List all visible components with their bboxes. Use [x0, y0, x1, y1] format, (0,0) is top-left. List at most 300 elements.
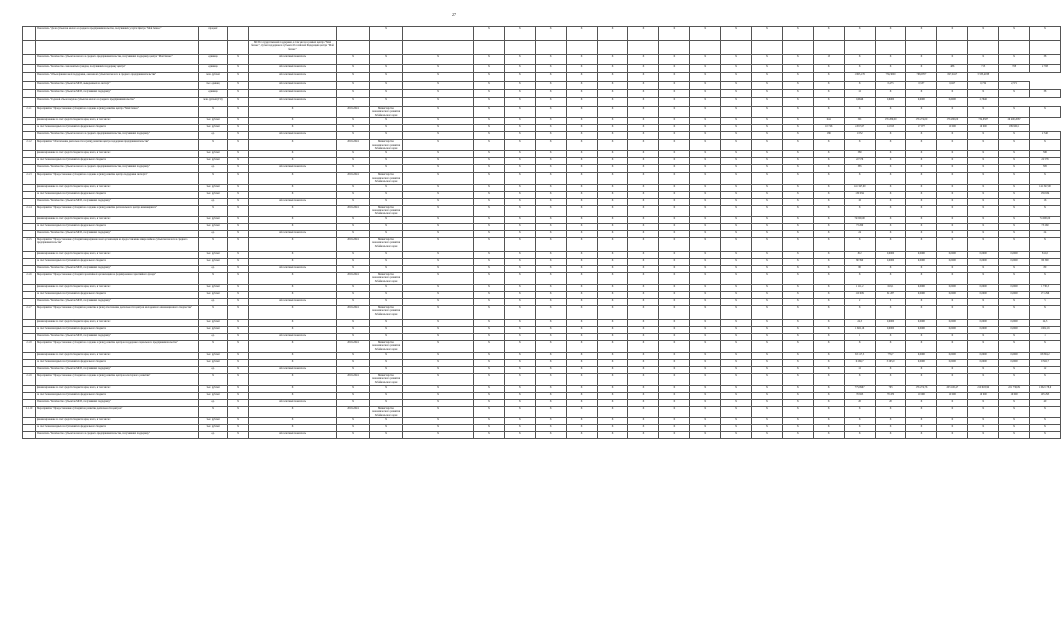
value-cell: Х	[566, 298, 597, 305]
responsible-cell: Х	[249, 373, 337, 385]
row-name-cell: финансирование за счет средств бюджета края, всего, в том числе:	[36, 284, 199, 291]
executor-cell: Министерство экономического развития Забайкальского края	[370, 205, 403, 216]
value-cell: Х	[690, 125, 721, 132]
row-number-cell	[23, 125, 36, 132]
value-cell: Х	[968, 198, 999, 205]
value-cell: 176 280,00	[875, 118, 906, 125]
responsible-cell: МСП государственной поддержки, в том числе в рамках центра "Мой бизнес", путем поддержки в субъекте Российской Федерации центра "Мой бизнес"	[249, 41, 337, 55]
value-cell: Х	[597, 158, 628, 165]
value-cell: Х	[875, 140, 906, 151]
unit-cell: Х	[199, 107, 228, 118]
value-cell: Х	[968, 216, 999, 223]
value-cell: Х	[659, 291, 690, 298]
value-cell: 0,0000	[937, 352, 968, 359]
value-cell: Х	[504, 326, 535, 333]
source-cell: Х	[228, 432, 249, 439]
term-cell: 2019-2024	[337, 107, 370, 118]
value-cell: Х	[597, 272, 628, 284]
value-cell: Х	[628, 385, 659, 392]
value-cell: Х	[566, 27, 597, 41]
responsible-cell: Абсолютный показатель	[249, 55, 337, 65]
value-cell: Х	[937, 205, 968, 216]
term-cell: Х	[337, 298, 370, 305]
value-cell: Х	[752, 158, 783, 165]
value-cell: Х	[535, 319, 566, 326]
responsible-cell: Х	[249, 173, 337, 184]
value-cell: Х	[875, 366, 906, 373]
executor-cell: Министерство экономического развития Забайкальского края	[370, 107, 403, 118]
unit-cell: тыс. единиц	[199, 82, 228, 90]
value-cell: Х	[968, 425, 999, 432]
value-cell: Х	[566, 359, 597, 366]
value-cell: Х	[721, 132, 752, 140]
value-cell: 486	[937, 65, 968, 73]
value-cell: Х	[875, 165, 906, 173]
value-cell: Х	[474, 125, 505, 132]
executor-cell: Министерство экономического развития Забайкальского края	[370, 140, 403, 151]
instrument-cell: Х	[403, 191, 474, 198]
value-cell: Х	[566, 184, 597, 191]
responsible-cell: Х	[249, 291, 337, 298]
value-cell: Х	[968, 223, 999, 230]
row-number-cell	[23, 27, 36, 41]
responsible-cell: Х	[249, 191, 337, 198]
value-cell: 0,0000	[906, 291, 937, 298]
value-cell: Х	[752, 418, 783, 425]
value-cell: Х	[597, 205, 628, 216]
value-cell: Х	[690, 223, 721, 230]
row-name-cell: Мероприятие "Обеспечение деятельности и (или) развития центра поддержки предпринимательства"	[36, 140, 199, 151]
value-cell: Х	[597, 392, 628, 399]
value-cell: Х	[597, 27, 628, 41]
value-cell: Х	[813, 191, 844, 198]
value-cell: 63 117,5	[844, 352, 875, 359]
value-cell: Х	[659, 107, 690, 118]
source-cell: Х	[228, 65, 249, 73]
value-cell: Х	[875, 27, 906, 41]
value-cell: Х	[566, 173, 597, 184]
value-cell: Х	[875, 432, 906, 439]
value-cell: Х	[566, 165, 597, 173]
unit-cell: тыс. рублей	[199, 184, 228, 191]
value-cell: Х	[690, 27, 721, 41]
instrument-cell: Х	[403, 399, 474, 406]
value-cell: 0,0000	[906, 284, 937, 291]
value-cell: Х	[906, 140, 937, 151]
row-name-cell: финансирование за счет средств бюджета края, всего, в том числе:	[36, 418, 199, 425]
value-cell: 2	[844, 298, 875, 305]
value-cell: Х	[813, 291, 844, 298]
term-cell: Х	[337, 265, 370, 272]
source-cell: Х	[228, 291, 249, 298]
value-cell: Х	[597, 165, 628, 173]
value-cell: Х	[1030, 406, 1061, 417]
value-cell: Х	[690, 55, 721, 65]
row-name-cell: Показатель "Количество субъектов МСП, получивших поддержку"	[36, 333, 199, 340]
row-name-cell: за счет безвозмездных поступлений из федерального бюджета	[36, 425, 199, 432]
value-cell: Х	[566, 251, 597, 258]
value-cell: Х	[721, 399, 752, 406]
value-cell: Х	[813, 298, 844, 305]
row-number-cell	[23, 399, 36, 406]
term-cell: 2019-2024	[337, 173, 370, 184]
value-cell: 203 100,47	[937, 385, 968, 392]
row-number-cell: 2.1.3	[23, 173, 36, 184]
value-cell: Х	[752, 237, 783, 251]
value-cell: Х	[906, 425, 937, 432]
value-cell: Х	[566, 406, 597, 417]
value-cell: Х	[906, 272, 937, 284]
instrument-cell: Х	[403, 284, 474, 291]
value-cell: Х	[782, 90, 813, 98]
source-cell	[228, 41, 249, 55]
value-cell: 827,9417	[937, 73, 968, 82]
value-cell	[968, 41, 999, 55]
value-cell: 0,6000	[875, 98, 906, 107]
value-cell: 80 390	[844, 258, 875, 265]
row-number-cell: 2.1.6	[23, 272, 36, 284]
instrument-cell: Х	[403, 418, 474, 425]
value-cell: Х	[628, 165, 659, 173]
value-cell: 0,0000	[906, 352, 937, 359]
value-cell: Х	[566, 392, 597, 399]
value-cell: Х	[597, 151, 628, 158]
value-cell: Х	[721, 352, 752, 359]
value-cell: Х	[906, 107, 937, 118]
value-cell: Х	[474, 385, 505, 392]
row-name-cell: Мероприятие "Предоставление субсидий гарантийной организации на формирование гарантийного фонда"	[36, 272, 199, 284]
value-cell	[721, 41, 752, 55]
value-cell: Х	[999, 432, 1030, 439]
value-cell: 0,0000	[968, 251, 999, 258]
value-cell: Х	[906, 305, 937, 319]
value-cell: Х	[474, 359, 505, 366]
term-cell: Х	[337, 98, 370, 107]
value-cell: Х	[752, 55, 783, 65]
table-row	[23, 366, 1061, 373]
value-cell: 0,0000	[968, 359, 999, 366]
value-cell: Х	[721, 373, 752, 385]
value-cell: Х	[597, 265, 628, 272]
unit-cell: тыс. рублей	[199, 223, 228, 230]
table-row	[23, 284, 1061, 291]
value-cell: Х	[535, 333, 566, 340]
executor-cell: Х	[370, 319, 403, 326]
value-cell: Х	[752, 340, 783, 352]
row-name-cell: Мероприятие "Предоставление субсидий на создание и (или) развитие центра "Мой бизнес"	[36, 107, 199, 118]
value-cell: Х	[659, 132, 690, 140]
executor-cell: Х	[370, 352, 403, 359]
value-cell: Х	[937, 191, 968, 198]
value-cell: Х	[628, 251, 659, 258]
row-number-cell: 2.1.10	[23, 406, 36, 417]
value-cell: Х	[474, 65, 505, 73]
value-cell: Х	[504, 418, 535, 425]
row-number-cell	[23, 55, 36, 65]
value-cell	[628, 41, 659, 55]
value-cell: 12	[844, 366, 875, 373]
instrument-cell: Х	[403, 132, 474, 140]
value-cell: Х	[782, 173, 813, 184]
value-cell: Х	[999, 237, 1030, 251]
value-cell: Х	[690, 272, 721, 284]
executor-cell: Х	[370, 165, 403, 173]
value-cell: 20	[844, 399, 875, 406]
value-cell: 812,0	[1030, 251, 1061, 258]
unit-cell: ед.	[199, 165, 228, 173]
unit-cell: Х	[199, 173, 228, 184]
value-cell: Х	[752, 223, 783, 230]
value-cell: Х	[937, 366, 968, 373]
value-cell: 10 000	[937, 125, 968, 132]
table-row	[23, 359, 1061, 366]
value-cell: Х	[752, 352, 783, 359]
value-cell: Х	[597, 55, 628, 65]
value-cell: 139 934	[844, 191, 875, 198]
value-cell: Х	[690, 82, 721, 90]
unit-cell: Х	[199, 373, 228, 385]
responsible-cell: Х	[249, 352, 337, 359]
table-row	[23, 151, 1061, 158]
value-cell: Х	[937, 237, 968, 251]
responsible-cell: Абсолютный показатель	[249, 366, 337, 373]
value-cell: Х	[504, 184, 535, 191]
row-number-cell	[23, 333, 36, 340]
value-cell: Х	[659, 319, 690, 326]
value-cell: Х	[968, 107, 999, 118]
value-cell: Х	[906, 418, 937, 425]
row-number-cell	[23, 216, 36, 223]
value-cell	[535, 41, 566, 55]
value-cell: Х	[659, 191, 690, 198]
term-cell: Х	[337, 165, 370, 173]
table-row	[23, 125, 1061, 132]
value-cell: Х	[721, 125, 752, 132]
value-cell: Х	[597, 230, 628, 237]
value-cell: Х	[782, 258, 813, 265]
row-number-cell	[23, 432, 36, 439]
term-cell: Х	[337, 223, 370, 230]
value-cell: Х	[659, 432, 690, 439]
value-cell: Х	[752, 399, 783, 406]
value-cell: Х	[813, 385, 844, 392]
value-cell: Х	[690, 359, 721, 366]
value-cell: 0,0000	[999, 326, 1030, 333]
unit-cell: единица	[199, 65, 228, 73]
value-cell: Х	[937, 373, 968, 385]
value-cell: Х	[474, 151, 505, 158]
value-cell: Х	[721, 198, 752, 205]
source-cell: Х	[228, 82, 249, 90]
value-cell: Х	[504, 27, 535, 41]
value-cell: Х	[628, 392, 659, 399]
value-cell: Х	[813, 82, 844, 90]
table-row	[23, 352, 1061, 359]
unit-cell: тыс. рублей	[199, 392, 228, 399]
value-cell: Х	[875, 340, 906, 352]
row-number-cell	[23, 418, 36, 425]
value-cell: Х	[690, 399, 721, 406]
unit-cell: тыс. рублей	[199, 125, 228, 132]
value-cell: 10 000	[999, 392, 1030, 399]
value-cell: 0,0000	[875, 319, 906, 326]
row-name-cell	[36, 41, 199, 55]
value-cell: Х	[1030, 432, 1061, 439]
value-cell: Х	[844, 27, 875, 41]
value-cell: Х	[721, 291, 752, 298]
value-cell: Х	[782, 373, 813, 385]
row-number-cell	[23, 165, 36, 173]
value-cell: Х	[566, 73, 597, 82]
value-cell: Х	[1030, 237, 1061, 251]
value-cell: Х	[535, 385, 566, 392]
value-cell: Х	[659, 385, 690, 392]
value-cell: 1 111,2	[844, 284, 875, 291]
term-cell: Х	[337, 216, 370, 223]
value-cell: Х	[999, 27, 1030, 41]
value-cell: Х	[597, 399, 628, 406]
value-cell: Х	[782, 140, 813, 151]
value-cell: 74 000,00	[844, 216, 875, 223]
source-cell: Х	[228, 326, 249, 333]
value-cell: Х	[659, 425, 690, 432]
unit-cell: млн. рублей	[199, 73, 228, 82]
value-cell: Х	[504, 284, 535, 291]
source-cell: Х	[228, 385, 249, 392]
value-cell: Х	[535, 223, 566, 230]
value-cell: Х	[782, 265, 813, 272]
table-row	[23, 305, 1061, 319]
value-cell: Х	[504, 359, 535, 366]
responsible-cell: Абсолютный показатель	[249, 73, 337, 82]
value-cell: Х	[906, 184, 937, 191]
responsible-cell: Абсолютный показатель	[249, 333, 337, 340]
value-cell: 0,0000	[968, 352, 999, 359]
value-cell: Х	[597, 418, 628, 425]
value-cell: Х	[659, 223, 690, 230]
source-cell: Х	[228, 198, 249, 205]
value-cell	[813, 41, 844, 55]
value-cell: Х	[782, 333, 813, 340]
value-cell: Х	[782, 165, 813, 173]
value-cell: Х	[566, 333, 597, 340]
table-body	[23, 27, 1061, 439]
term-cell: Х	[337, 82, 370, 90]
value-cell: Х	[721, 333, 752, 340]
value-cell: Х	[535, 406, 566, 417]
row-number-cell	[23, 184, 36, 191]
value-cell: 1 602,16	[1030, 326, 1061, 333]
instrument-cell: Х	[403, 98, 474, 107]
unit-cell: Х	[199, 340, 228, 352]
value-cell: 0,0000	[999, 251, 1030, 258]
executor-cell: Министерство экономического развития Забайкальского края	[370, 305, 403, 319]
value-cell: Х	[782, 359, 813, 366]
value-cell: Х	[999, 340, 1030, 352]
value-cell: Х	[597, 173, 628, 184]
value-cell: Х	[1030, 27, 1061, 41]
value-cell: 2,371	[999, 82, 1030, 90]
value-cell: 0,0000	[999, 352, 1030, 359]
value-cell: Х	[535, 366, 566, 373]
value-cell: Х	[535, 27, 566, 41]
value-cell: Х	[875, 191, 906, 198]
value-cell: Х	[721, 65, 752, 73]
responsible-cell: Х	[249, 158, 337, 165]
term-cell: 2019-2024	[337, 205, 370, 216]
value-cell: Х	[782, 223, 813, 230]
table-row	[23, 392, 1061, 399]
row-name-cell: Мероприятие "Предоставление субсидий на создание и (или) развитие регионального центра инжиниринга"	[36, 205, 199, 216]
value-cell: Х	[999, 223, 1030, 230]
value-cell: Х	[813, 65, 844, 73]
value-cell: Х	[813, 98, 844, 107]
value-cell: Х	[906, 406, 937, 417]
value-cell: Х	[721, 298, 752, 305]
term-cell: Х	[337, 392, 370, 399]
value-cell: Х	[690, 90, 721, 98]
value-cell: Х	[752, 125, 783, 132]
value-cell: 708	[999, 65, 1030, 73]
value-cell: Х	[875, 272, 906, 284]
value-cell: Х	[782, 132, 813, 140]
value-cell: Х	[690, 237, 721, 251]
value-cell: Х	[566, 191, 597, 198]
value-cell: Х	[566, 399, 597, 406]
value-cell: Х	[535, 230, 566, 237]
value-cell: 78 470	[875, 392, 906, 399]
table-row	[23, 90, 1061, 98]
value-cell: Х	[690, 298, 721, 305]
source-cell: Х	[228, 366, 249, 373]
value-cell: Х	[813, 223, 844, 230]
value-cell: Х	[628, 27, 659, 41]
unit-cell: ед.	[199, 265, 228, 272]
value-cell: 80 390	[1030, 258, 1061, 265]
value-cell: Х	[782, 284, 813, 291]
value-cell: Х	[504, 107, 535, 118]
value-cell: Х	[752, 291, 783, 298]
table-row	[23, 230, 1061, 237]
value-cell: Х	[535, 118, 566, 125]
value-cell: Х	[597, 237, 628, 251]
executor-cell: Х	[370, 326, 403, 333]
value-cell: Х	[999, 158, 1030, 165]
value-cell: 9 562,7	[1030, 359, 1061, 366]
value-cell: Х	[628, 425, 659, 432]
row-name-cell: Показатель "Количество субъектов малого и среднего предпринимательства, получивших поддержку"	[36, 165, 199, 173]
value-cell: 10 000	[968, 125, 999, 132]
value-cell: Х	[1030, 340, 1061, 352]
value-cell: Х	[597, 340, 628, 352]
row-number-cell	[23, 118, 36, 125]
executor-cell: Х	[370, 298, 403, 305]
value-cell: Х	[906, 165, 937, 173]
instrument-cell: Х	[403, 258, 474, 265]
value-cell: Х	[535, 82, 566, 90]
value-cell: Х	[504, 140, 535, 151]
value-cell: Х	[813, 90, 844, 98]
executor-cell: Х	[370, 291, 403, 298]
value-cell: Х	[968, 399, 999, 406]
value-cell	[999, 41, 1030, 55]
value-cell: Х	[535, 272, 566, 284]
value-cell: Х	[690, 432, 721, 439]
value-cell: Х	[504, 425, 535, 432]
instrument-cell: Х	[403, 385, 474, 392]
value-cell: Х	[752, 165, 783, 173]
value-cell	[906, 41, 937, 55]
